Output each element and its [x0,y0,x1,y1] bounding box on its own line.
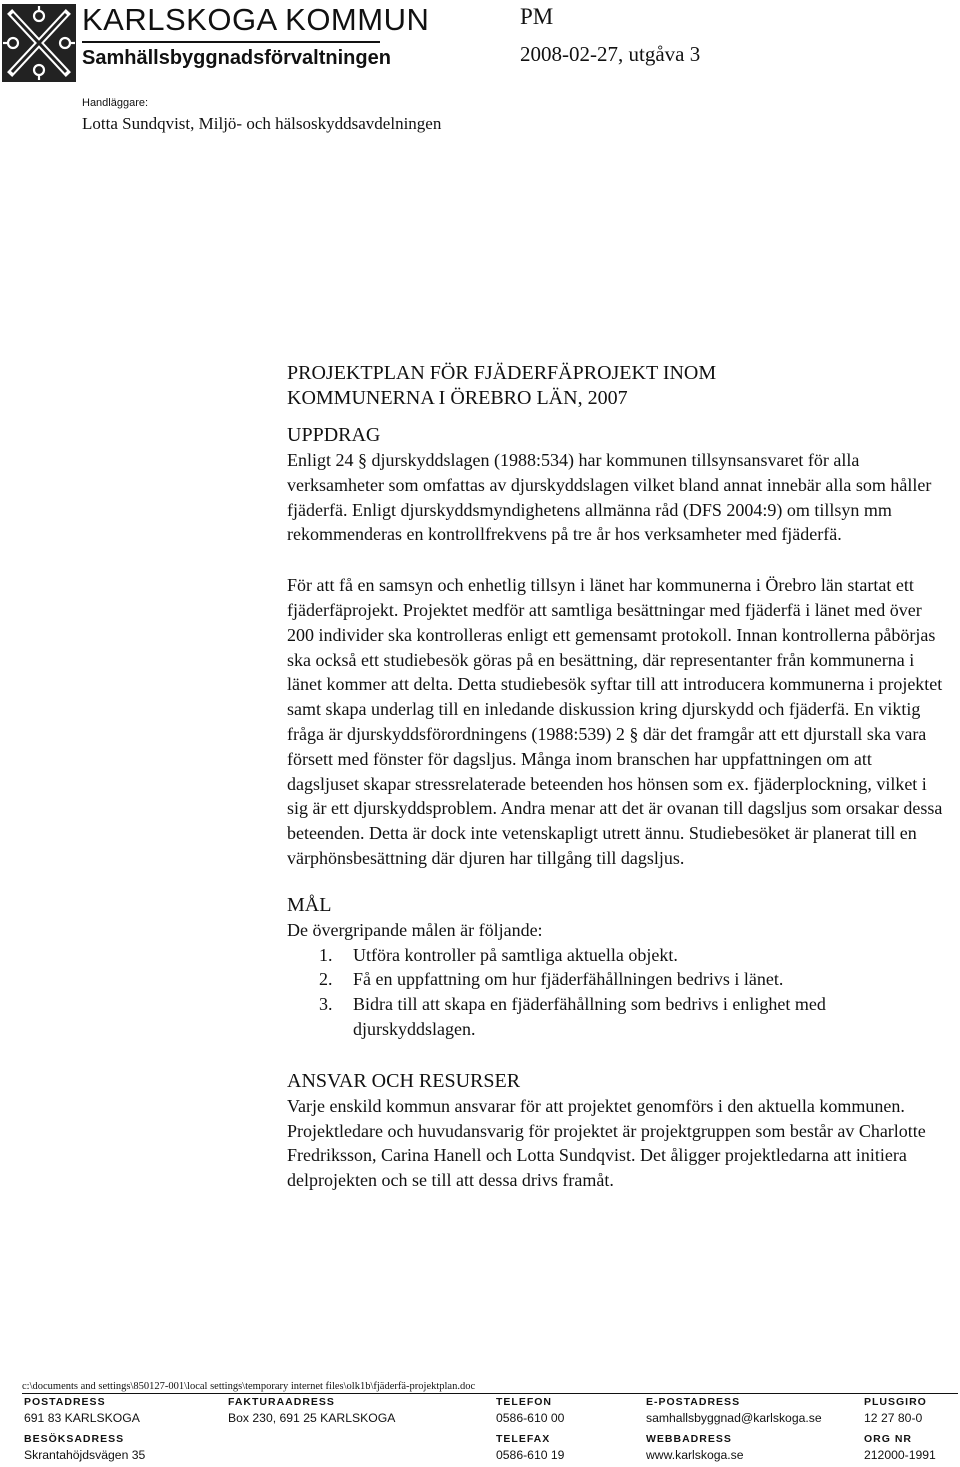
footer-label: FAKTURAADRESS [228,1396,335,1408]
footer [24,1396,958,1465]
uppdrag-paragraph-2: För att få en samsyn och enhetlig tillsyn i länet har kommunerna i Örebro län startat ett fjäderfäprojekt. Projektet medför att samtliga besättningar med fjäderfä i länet med över 200 individer ska kontrolleras enligt ett gemensamt protokoll. Innan kontrollerna påbörjas ska också ett studiebesök göras på en besättning, där representanter från kommunerna i länet kommer att delta. Detta studiebesök syftar till att introducera kommunerna i projektet samt skapa underlag till en inledande diskussion kring djurskydd och fjäderfä. En viktig fråga är djurskyddsförordningens (1988:539) 2 § där det framgår att ett djurstall ska vara försett med fönster för dagsljus. Många inom branschen har uppfattningen om att dagsljuset skapar stressrelaterade beteenden hos hönsen som ex. fjäderplockning, vilket i sig är ett djurskyddsproblem. Andra menar att det är ovanan till dagsljus som orsakar dessa beteenden. Detta är dock inte vetenskapligt utrett ännu. Studiebesöket är planerat till en värphönsbesättning där djuren har tillgång till dagsljus. [287,575,943,868]
footer-values-row-2 [24,1448,958,1465]
section-heading-uppdrag: UPPDRAG [287,424,381,446]
mal-intro: De övergripande målen är följande: [287,919,543,940]
postal-address: 691 83 KARLSKOGA [24,1411,140,1425]
organization-name: KARLSKOGA KOMMUN [82,2,430,37]
goal-number: 2. [319,969,333,990]
fax: 0586-610 19 [496,1448,565,1462]
title-line-1: PROJEKTPLAN FÖR FJÄDERFÄPROJEKT INOM [287,362,717,384]
footer-label: BESÖKSADRESS [24,1433,125,1445]
department-name: Samhällsbyggnadsförvaltningen [82,47,391,69]
ansvar-paragraph-1: Varje enskild kommun ansvarar för att projektet genomförs i den aktuella kommunen. Projektledare och huvudansvarig för projektet är projektgruppen som består av Charlotte Fredriksson, Carina Hanell och Lotta Sundqvist. Det åligger projektledarna att initiera delprojekten och se till att dessa drivs framåt. [287,1095,926,1191]
goals-list [287,943,947,1042]
goal-number: 3. [319,994,333,1015]
visiting-address: Skrantahöjdsvägen 35 [24,1448,146,1462]
website-link[interactable]: www.karlskoga.se [646,1448,744,1462]
goal-item [287,967,947,992]
footer-divider [22,1393,958,1394]
document-type: PM [520,4,554,29]
footer-values-row-1 [24,1411,958,1428]
footer-label: ORG NR [864,1433,912,1445]
document-date: 2008-02-27, utgåva 3 [520,42,701,66]
handler-name: Lotta Sundqvist, Miljö- och hälsoskyddsavdelningen [82,114,442,133]
handler-label: Handläggare: [82,97,149,109]
footer-label: E-POSTADRESS [646,1396,741,1408]
goal-item [287,992,947,1042]
title-line-2: KOMMUNERNA I ÖREBRO LÄN, 2007 [287,386,628,409]
org-number: 212000-1991 [864,1448,936,1462]
goal-item [287,943,947,968]
plusgiro: 12 27 80-0 [864,1411,923,1425]
section-heading-ansvar: ANSVAR OCH RESURSER [287,1069,521,1092]
goal-text: Utföra kontroller på samtliga aktuella objekt. [353,944,678,965]
document-body [287,361,947,1193]
phone: 0586-610 00 [496,1411,565,1425]
section-heading-mal: MÅL [287,893,332,916]
goal-text: Få en uppfattning om hur fjäderfähållningen bedrivs i länet. [353,969,784,990]
goal-number: 1. [319,944,333,965]
email-link[interactable]: samhallsbyggnad@karlskoga.se [646,1411,822,1425]
footer-label: PLUSGIRO [864,1396,927,1408]
footer-label: WEBBADRESS [646,1433,732,1445]
footer-label: POSTADRESS [24,1396,106,1408]
footer-label: TELEFAX [496,1433,551,1445]
footer-labels-row-1 [24,1396,958,1411]
uppdrag-paragraph-1: Enligt 24 § djurskyddslagen (1988:534) har kommunen tillsynsansvaret för alla verksamheter som omfattas av djurskyddslagen vilket bland annat innebär alla som håller fjäderfä. Enligt djurskyddsmyndighetens allmänna råd (DFS 2004:9) om tillsyn mm rekommenderas en kontrollfrekvens på tre år hos verksamheter med fjäderfä. [287,450,932,545]
document-title [287,361,947,410]
goal-text: Bidra till att skapa en fjäderfähållning som bedrivs i enlighet med djurskyddslagen. [353,994,826,1039]
invoice-address: Box 230, 691 25 KARLSKOGA [228,1411,396,1425]
footer-label: TELEFON [496,1396,552,1408]
file-path: c:\documents and settings\850127-001\local settings\temporary internet files\olk1b\fjäderfä-projektplan.doc [22,1381,476,1392]
brand-divider [82,41,380,43]
footer-labels-row-2 [24,1433,958,1448]
municipality-logo [0,2,78,84]
